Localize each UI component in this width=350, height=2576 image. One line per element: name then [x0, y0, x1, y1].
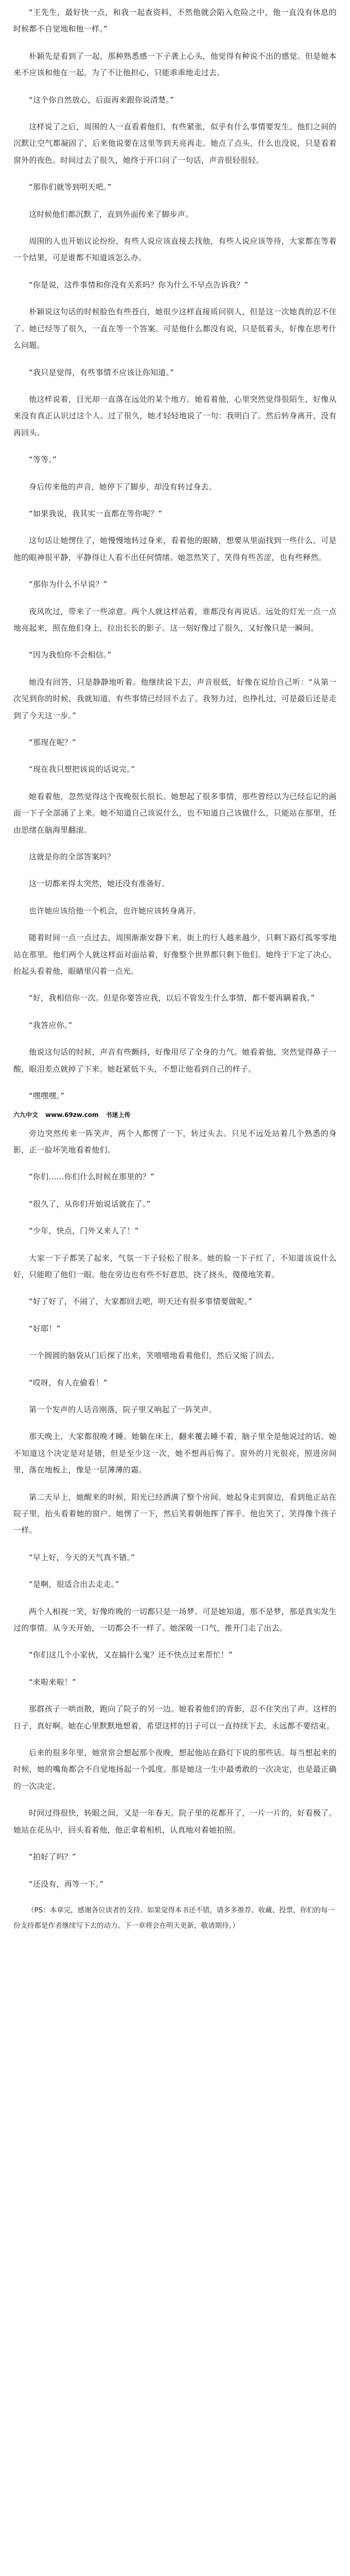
paragraph: “我答应你。” [29, 1020, 73, 1030]
paragraph: 身后传来他的声音，她停下了脚步，却没有转过身去。 [29, 482, 217, 492]
paragraph: 两个人相视一笑，好像昨晚的一切都只是一场梦。可是她知道，那不是梦，那是真实发生过的事情。从今天开始，一切都会不一样了。她深吸一口气，推开门走了出去。 [13, 1606, 337, 1633]
paragraph: “因为我怕你不会相信。” [29, 650, 112, 660]
paragraph: “那你为什么不早说？” [29, 580, 108, 589]
paragraph: “等等。” [29, 455, 57, 465]
paragraph: 她没有回答，只是静静地听着。他继续说下去，声音很低，好像在说给自己听：“从第一次见到你的时候，我就知道，有些事情已经回不去了。我努力过，也挣扎过，可是最后还是走到了今天这一步。” [13, 677, 337, 720]
paragraph: 朴颖说这句话的时候脸色有些苍白，她很少这样直接质问别人，但是这一次她真的忍不住了。她已经等了很久，一直在等一个答案。可是他什么都没有说，只是低着头，好像在思考什么问题。 [13, 307, 337, 350]
paragraph: “那你们就等到明天吧。” [29, 182, 112, 192]
paragraph: “我只是觉得，有些事情不应该让你知道。” [29, 367, 174, 377]
paragraph: “拍好了吗？” [29, 1852, 76, 1862]
paragraph: “王先生，最好快一点，和我一起查资料，不然他就会陷入危险之中，他一直没有休息的时候都不自觉地和他一样。” [13, 8, 337, 34]
paragraph: 时间过得很快，转眼之间，又是一年春天。院子里的花都开了，一片一片的，好看极了。她站在花丛中，回头看着他，他正拿着相机，认真地对着她拍照。 [13, 1808, 337, 1835]
paragraph: “好耶！” [29, 1324, 61, 1333]
paragraph: “少年，快点，门外又来人了！” [29, 1226, 139, 1236]
site-brand: 六九中文 [13, 1111, 39, 1118]
paragraph: “还没有，再等一下。” [29, 1879, 104, 1889]
paragraph: 第二天早上，她醒来的时候，阳光已经洒满了整个房间。她起身走到窗边，看到他正站在院子里，抬头看着她的窗户。她愣了一下，然后笑着朝他挥了挥手。他也笑了，笑得像个孩子一样。 [13, 1492, 337, 1535]
paragraph: 周围的人也开始议论纷纷，有些人说应该直接去找他，有些人说应该等待，大家都在等着一个结果，可是谁都不知道该怎么办。 [13, 236, 337, 263]
paragraph: “很久了，从你们开始说话就在了。” [29, 1199, 151, 1209]
paragraph: 她看着他，忽然觉得这个夜晚很长很长。她想起了很多事情，那些曾经以为已经忘记的画面一下子全部涌了上来。她不知道自己该说什么，也不知道自己该做什么，只能站在那里，任由思绪在脑海里翻滚。 [13, 791, 337, 835]
paragraph: 朴颖先是看到了一起，那种熟悉感一下子袭上心头，他觉得有种说不出的感觉。但是她本来不应该和他在一起。为了不让他担心，只能乖乖地走过去。 [13, 51, 337, 78]
author-note: （PS：本章完，感谢各位读者的支持。如果觉得本书还不错，请多多推荐、收藏、投票，你们的每一份支持都是作者继续写下去的动力。下一章将会在明天更新，敬请期待。） [13, 1906, 335, 1930]
paragraph: “来啦来啦！” [29, 1677, 76, 1687]
paragraph: 第一个发声的人话音刚落，院子里又响起了一阵笑声。 [29, 1404, 217, 1414]
paragraph: “哎呀，有人在偷看！” [29, 1378, 108, 1387]
paragraph: 随着时间一点一点过去，周围渐渐安静下来。街上的行人越来越少，只剩下路灯孤零零地站在那里。他们两个人就这样面对面站着，好像整个世界都只剩下他们。她终于下定了决心，抬起头看着他，眼睛里闪着一点光。 [13, 933, 337, 976]
paragraph: “现在我只想把该说的话说完。” [29, 765, 135, 774]
paragraph: “你是说，这件事情和你没有关系吗？你为什么不早点告诉我？” [29, 280, 249, 290]
paragraph: 这一切都来得太突然，她还没有准备好。 [29, 879, 170, 889]
paragraph: “这个你自然放心，后面再来跟你说清楚。” [29, 95, 174, 105]
paragraph: 他这样说着，目光却一直落在远处的某个地方。她看着他，心里突然觉得很陌生，好像从来没有真正认识过这个人。过了很久，她才轻轻地说了一句：我明白了。然后转身离开，没有再回头。 [13, 394, 337, 437]
site-watermark-banner [13, 1110, 337, 1120]
paragraph: “好了好了，不闹了，大家都回去吧，明天还有很多事情要做呢。” [29, 1297, 253, 1307]
paragraph: 后来的很多年里，她常常会想起那个夜晚，想起他站在路灯下说的那些话。每当想起来的时候，她的嘴角都会不自觉地扬起一个弧度。那是她这一生中最勇敢的一次决定，也是最正确的一次决定。 [13, 1748, 337, 1791]
paragraph: “你们这几个小家伙，又在搞什么鬼？还不快点过来帮忙！” [29, 1650, 233, 1660]
site-url: www.69zw.com [45, 1111, 99, 1118]
paragraph: 这句话让她愣住了，她慢慢地转过身来，看着他的眼睛，想要从里面找到一些什么。可是他的眼神很平静，平静得让人看不出任何情绪。她忽然笑了，笑得有些苦涩，也有些释然。 [13, 536, 337, 562]
paragraph: 这样说了之后，周围的人一直看着他们，有些紧张，似乎有什么事情要发生。他们之间的沉默让空气都凝固了，后来他说要在这里等到天亮再走。她点了点头，什么也没说，只是看着窗外的夜色。时间过去了很久，她终于开口问了一句话，声音很轻很轻。 [13, 122, 337, 165]
paragraph: “如果我说，我其实一直都在等你呢？” [29, 509, 163, 518]
paragraph: 那群孩子一哄而散，跑向了院子的另一边。她看着他们的背影，忍不住笑出了声。这样的日子，真好啊。她在心里默默地想着，希望这样的日子可以一直持续下去，永远都不要结束。 [13, 1704, 337, 1731]
paragraph: 夜风吹过，带来了一些凉意。两个人就这样站着，谁都没有再说话。远处的灯光一点一点地亮起来，照在他们身上，拉出长长的影子。这一刻好像过了很久，又好像只是一瞬间。 [13, 606, 337, 633]
paragraph: 一个圆圆的脑袋从门后探了出来，笑嘻嘻地看着他们，然后又缩了回去。 [29, 1351, 279, 1361]
paragraph: 这就是你的全部答案吗？ [29, 852, 115, 862]
paragraph: “是啊，很适合出去走走。” [29, 1580, 119, 1589]
paragraph: “那现在呢？” [29, 738, 76, 747]
paragraph: 也许她应该给他一个机会，也许她应该转身离开。 [29, 906, 201, 916]
chapter-body [13, 4, 337, 1934]
paragraph: “嘿嘿嘿。” [29, 1091, 65, 1101]
paragraph: “你们……你们什么时候在那里的？” [29, 1172, 154, 1182]
paragraph: 这时候他们都沉默了，直到外面传来了脚步声。 [29, 209, 194, 219]
paragraph: “好，我相信你一次。但是你要答应我，以后不管发生什么事情，都不要再瞒着我。” [29, 993, 315, 1003]
paragraph: 大家一下子都笑了起来，气氛一下子轻松了很多。她的脸一下子红了，不知道该说什么好，只能瞪了他们一眼。他在旁边也有些不好意思，挠了挠头，傻傻地笑着。 [13, 1253, 337, 1279]
paragraph: “早上好，今天的天气真不错。” [29, 1552, 135, 1562]
paragraph: 旁边突然传来一阵笑声，两个人都愣了一下，转过头去。只见不远处站着几个熟悉的身影，正一脸坏笑地看着他们。 [13, 1128, 337, 1155]
site-slogan: 书迷上传 [106, 1111, 131, 1118]
paragraph: 那天晚上，大家都很晚才睡。她躺在床上，翻来覆去睡不着，脑子里全是他说过的话。她不知道这个决定是对是错，但是至少这一次，她不想再后悔了。窗外的月光很亮，照进房间里，落在地板上，像是一层薄薄的霜。 [13, 1432, 337, 1475]
paragraph: 他说这句话的时候，声音有些颤抖，好像用尽了全身的力气。她看着他，突然觉得鼻子一酸，眼泪差点就掉了下来。她赶紧低下头，不想让他看到自己的样子。 [13, 1047, 337, 1074]
